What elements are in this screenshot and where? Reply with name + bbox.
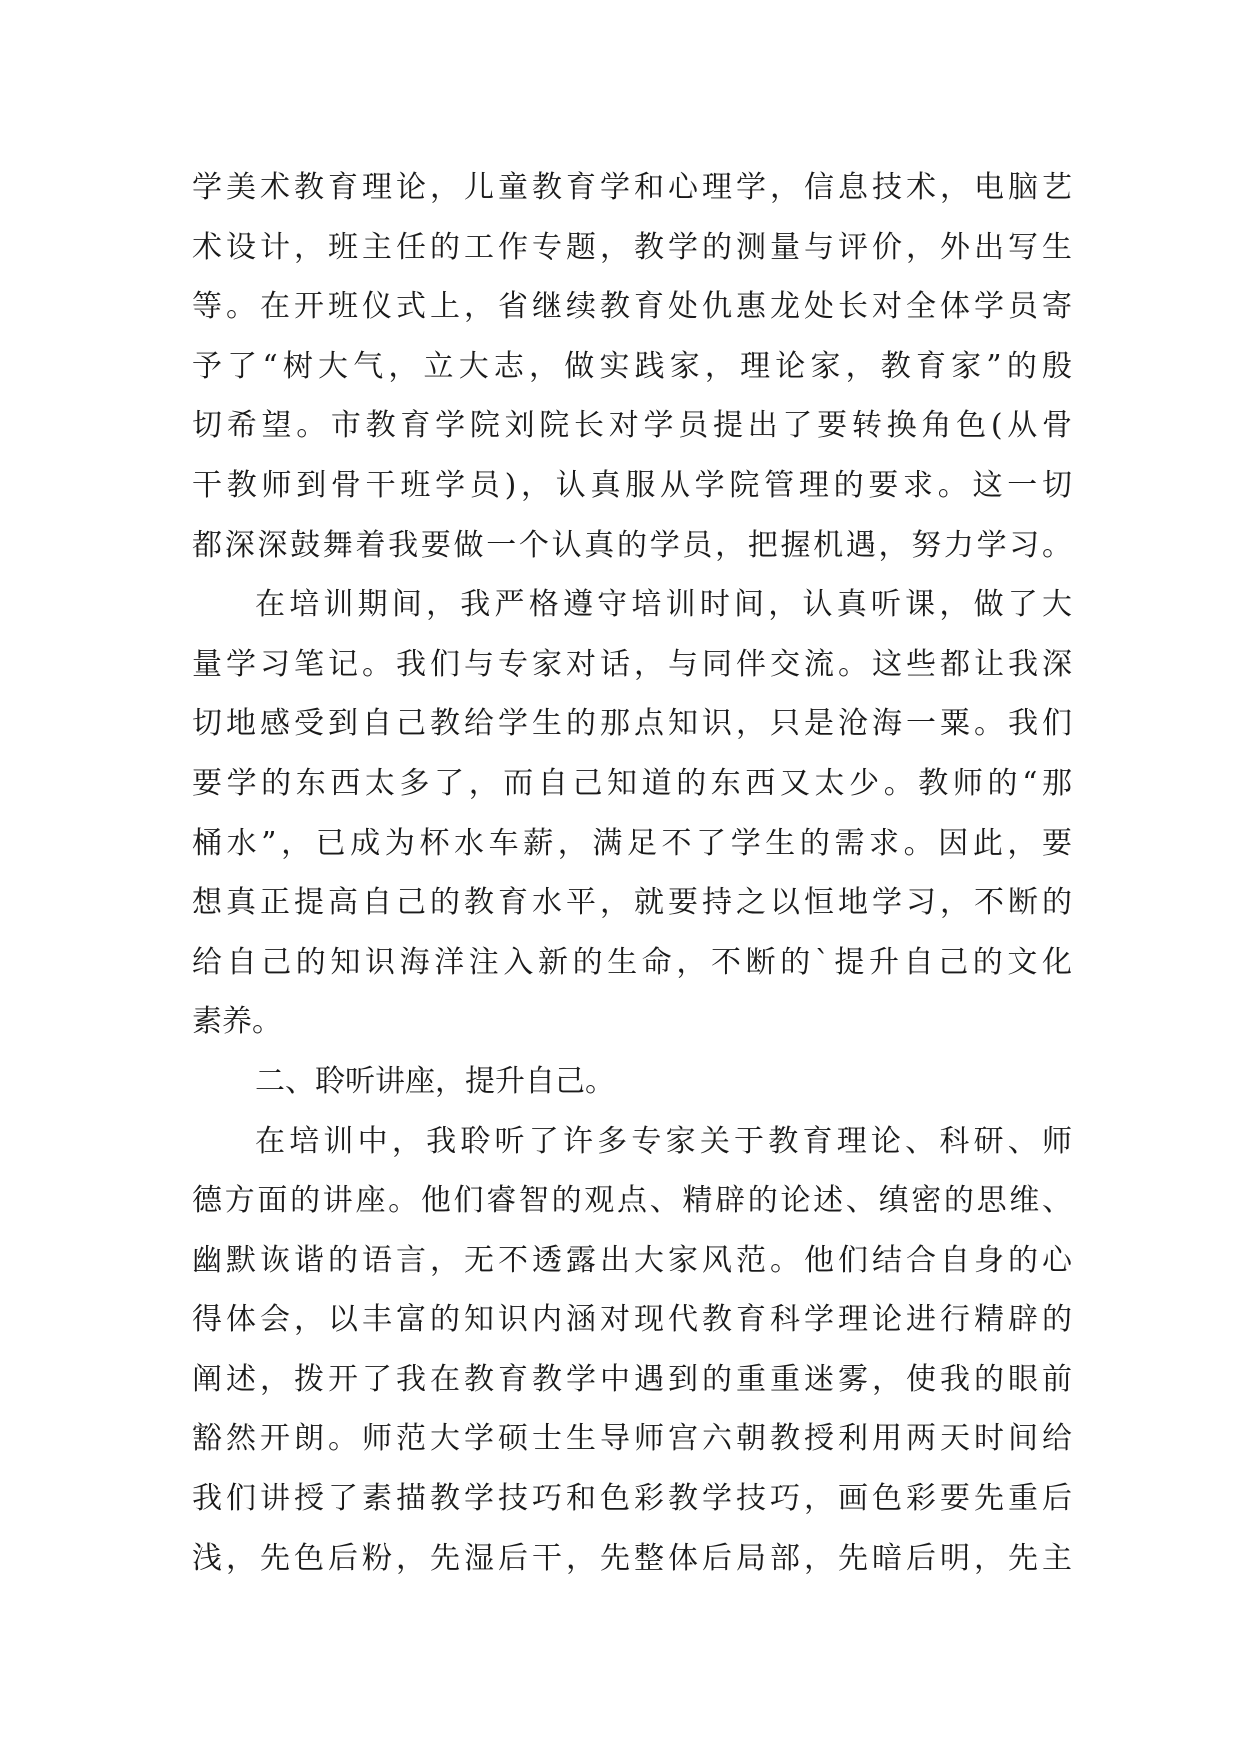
text-line: 德方面的讲座。他们睿智的观点、精辟的论述、缜密的思维、	[192, 1183, 1072, 1219]
text-line: 在培训中，我聆听了许多专家关于教育理论、科研、师	[255, 1123, 1072, 1159]
text-line: 阐述，拨开了我在教育教学中遇到的重重迷雾，使我的眼前	[192, 1361, 1072, 1397]
text-line: 等。在开班仪式上，省继续教育处仇惠龙处长对全体学员寄	[192, 289, 1072, 325]
text-line: 量学习笔记。我们与专家对话，与同伴交流。这些都让我深	[192, 646, 1072, 682]
section-heading: 二、聆听讲座，提升自己。	[255, 1063, 615, 1099]
text-line: 我们讲授了素描教学技巧和色彩教学技巧，画色彩要先重后	[192, 1481, 1072, 1517]
text-line: 学美术教育理论，儿童教育学和心理学，信息技术，电脑艺	[192, 170, 1072, 205]
text-line: 得体会，以丰富的知识内涵对现代教育科学理论进行精辟的	[192, 1302, 1072, 1338]
text-line: 予了“树大气，立大志，做实践家，理论家，教育家”的殷	[192, 348, 1072, 384]
text-line: 都深深鼓舞着我要做一个认真的学员，把握机遇，努力学习。	[192, 527, 1072, 563]
text-line: 切地感受到自己教给学生的那点知识，只是沧海一粟。我们	[192, 706, 1072, 742]
text-line: 在培训期间，我严格遵守培训时间，认真听课，做了大	[255, 587, 1072, 623]
text-line: 素养。	[192, 1004, 282, 1040]
text-line: 桶水”，已成为杯水车薪，满足不了学生的需求。因此，要	[192, 825, 1072, 861]
text-line: 浅，先色后粉，先湿后干，先整体后局部，先暗后明，先主	[192, 1540, 1072, 1576]
text-line: 切希望。市教育学院刘院长对学员提出了要转换角色(从骨	[192, 408, 1072, 444]
body-text	[192, 158, 1072, 1588]
text-line: 要学的东西太多了，而自己知道的东西又太少。教师的“那	[192, 765, 1072, 801]
text-line: 想真正提高自己的教育水平，就要持之以恒地学习，不断的	[192, 885, 1072, 921]
text-line: 干教师到骨干班学员)，认真服从学院管理的要求。这一切	[192, 467, 1072, 503]
text-line: 给自己的知识海洋注入新的生命，不断的`提升自己的文化	[192, 944, 1072, 980]
text-line: 豁然开朗。师范大学硕士生导师宫六朝教授利用两天时间给	[192, 1421, 1072, 1457]
text-line: 术设计，班主任的工作专题，教学的测量与评价，外出写生	[192, 229, 1072, 265]
text-line: 幽默诙谐的语言，无不透露出大家风范。他们结合自身的心	[192, 1242, 1072, 1278]
